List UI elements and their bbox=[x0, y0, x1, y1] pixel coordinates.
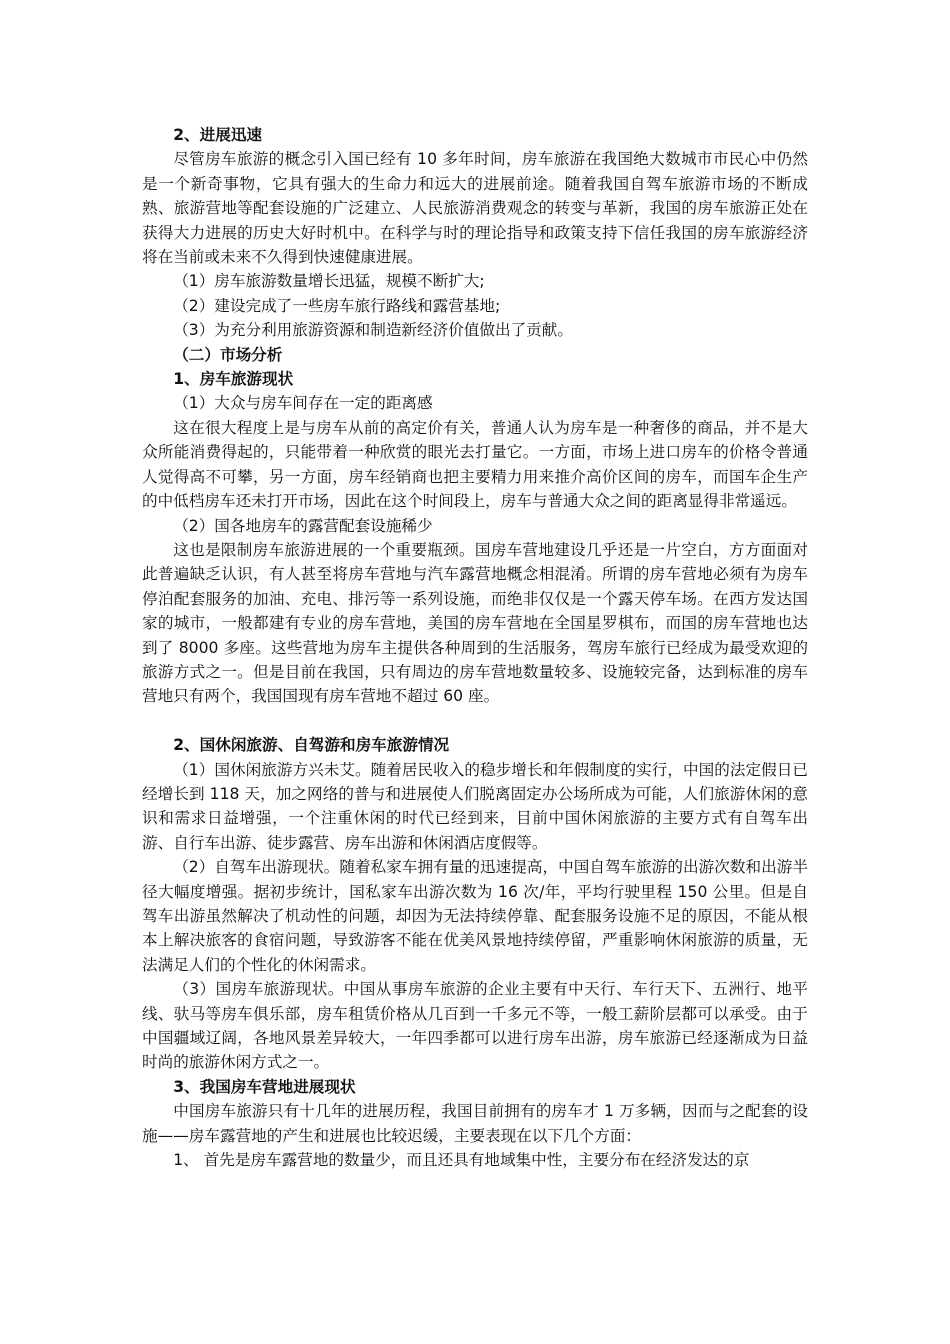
document-body bbox=[142, 123, 808, 1172]
paragraph: （2）国各地房车的露营配套设施稀少 bbox=[173, 516, 433, 535]
paragraph: （1）大众与房车间存在一定的距离感 bbox=[173, 394, 433, 413]
paragraph: 尽管房车旅游的概念引入国已经有 10 多年时间，房车旅游在我国绝大数城市市民心中仍然是一个新奇事物，它具有强大的生命力和远大的进展前途。随着我国自驾车旅游市场的不断成熟、旅游营地等配套设施的广泛建立、人民旅游消费观念的转变与革新，我国的房车旅游正处在获得大力进展的历史大好时机中。在科学与时的理论指导和政策支持下信任我国的房车旅游经济将在当前或未来不久得到快速健康进展。 bbox=[142, 150, 808, 267]
blank-line bbox=[142, 709, 808, 733]
section-heading: 3、我国房车营地进展现状 bbox=[173, 1077, 356, 1096]
paragraph: （1）国休闲旅游方兴未艾。随着居民收入的稳步增长和年假制度的实行，中国的法定假日已经增长到 118 天，加之网络的普与和进展使人们脱离固定办公场所成为可能，人们旅游休闲的意识和需求日益增强，一个注重休闲的时代已经到来，目前中国休闲旅游的主要方式有自驾车出游、自行车出游、徒步露营、房车出游和休闲酒店度假等。 bbox=[142, 760, 808, 852]
paragraph: （3）为充分利用旅游资源和制造新经济价值做出了贡献。 bbox=[173, 321, 573, 340]
paragraph: 这也是限制房车旅游进展的一个重要瓶颈。国房车营地建设几乎还是一片空白，方方面面对此普遍缺乏认识，有人甚至将房车营地与汽车露营地概念相混淆。所谓的房车营地必须有为房车停泊配套服务的加油、充电、排污等一系列设施，而绝非仅仅是一个露天停车场。在西方发达国家的城市，一般都建有专业的房车营地，美国的房车营地在全国星罗棋布，而国的房车营地也达到了 8000 多座。这些营地为房车主提供各种周到的生活服务，驾房车旅行已经成为最受欢迎的旅游方式之一。但是目前在我国，只有周边的房车营地数量较多、设施较完备，达到标准的房车营地只有两个，我国国现有房车营地不超过 60 座。 bbox=[142, 540, 808, 706]
paragraph: 中国房车旅游只有十几年的进展历程，我国目前拥有的房车才 1 万多辆，因而与之配套的设施——房车露营地的产生和进展也比较迟缓，主要表现在以下几个方面： bbox=[142, 1102, 808, 1145]
section-heading: （二）市场分析 bbox=[173, 345, 283, 364]
paragraph: （2）自驾车出游现状。随着私家车拥有量的迅速提高，中国自驾车旅游的出游次数和出游半径大幅度增强。据初步统计，国私家车出游次数为 16 次/年，平均行驶里程 150 公里。但是自驾车出游虽然解决了机动性的问题，却因为无法持续停靠、配套服务设施不足的原因，不能从根本上解决旅客的食宿问题，导致游客不能在优美风景地持续停留，严重影响休闲旅游的质量，无法满足人们的个性化的休闲需求。 bbox=[142, 858, 808, 974]
section-heading: 2、进展迅速 bbox=[173, 126, 263, 144]
paragraph: （2）建设完成了一些房车旅行路线和露营基地; bbox=[173, 296, 501, 315]
paragraph: （3）国房车旅游现状。中国从事房车旅游的企业主要有中天行、车行天下、五洲行、地平线、驮马等房车俱乐部，房车租赁价格从几百到一千多元不等，一般工薪阶层都可以承受。由于中国疆域辽阔，各地风景差异较大，一年四季都可以进行房车出游，房车旅游已经逐渐成为日益时尚的旅游休闲方式之一。 bbox=[142, 980, 808, 1072]
paragraph: （1）房车旅游数量增长迅猛，规模不断扩大; bbox=[173, 272, 485, 291]
section-heading: 2、国休闲旅游、自驾游和房车旅游情况 bbox=[173, 736, 450, 755]
paragraph: 这在很大程度上是与房车从前的高定价有关，普通人认为房车是一种奢侈的商品，并不是大众所能消费得起的，只能带着一种欣赏的眼光去打量它。一方面，市场上进口房车的价格令普通人觉得高不可攀，另一方面，房车经销商也把主要精力用来推介高价区间的房车，而国车企生产的中低档房车还未打开市场，因此在这个时间段上，房车与普通大众之间的距离显得非常遥远。 bbox=[142, 418, 808, 511]
paragraph: 1、 首先是房车露营地的数量少，而且还具有地域集中性，主要分布在经济发达的京 bbox=[173, 1151, 750, 1170]
section-heading: 1、房车旅游现状 bbox=[173, 370, 294, 389]
